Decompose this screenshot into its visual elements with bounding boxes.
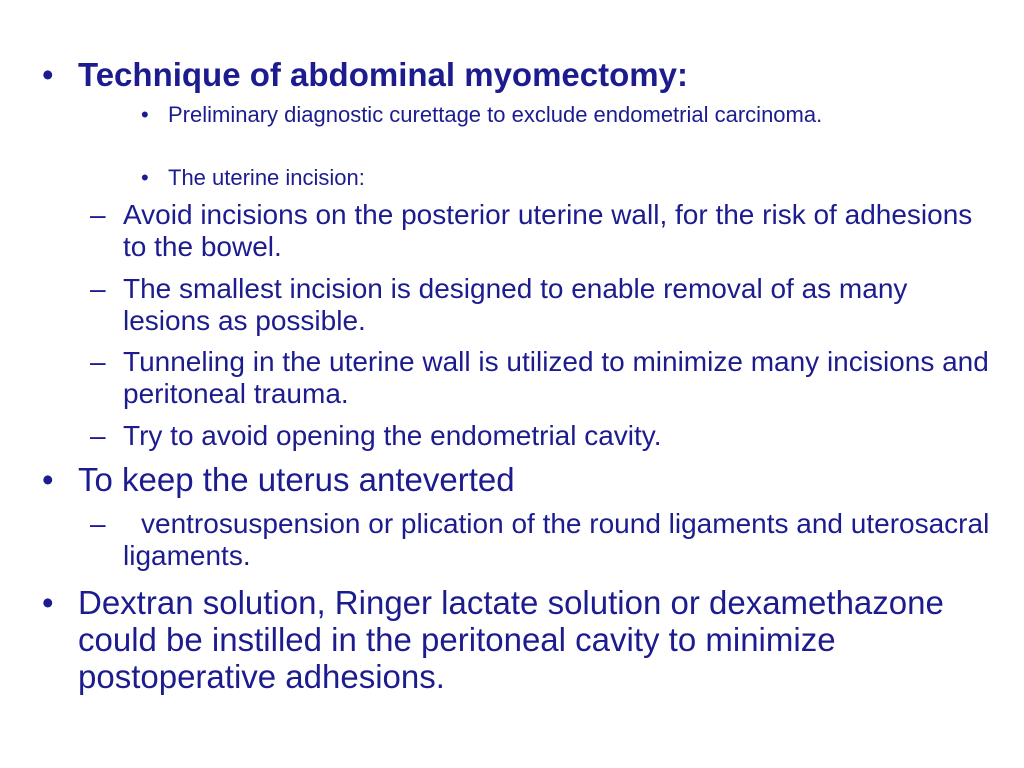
dash-marker: – [90, 508, 106, 539]
bullet-marker: • [42, 461, 54, 498]
bullet-marker: • [42, 584, 54, 621]
dash-marker: – [90, 420, 106, 451]
dash-item-ventrosuspension-text: ventrosuspension or plication of the round ligaments and uterosacral ligaments. [123, 508, 990, 571]
dash-item-endometrial-cavity-text: Try to avoid opening the endometrial cavity. [123, 420, 662, 451]
bullet-technique-text: Technique of abdominal myomectomy: [78, 56, 688, 93]
dash-item-ventrosuspension [90, 508, 990, 572]
dash-marker: – [90, 346, 106, 377]
dash-item-posterior-wall-text: Avoid incisions on the posterior uterine wall, for the risk of adhesions to the bowel. [123, 199, 973, 262]
bullet-anteverted [42, 461, 982, 498]
sub-bullet-curettage-text: Preliminary diagnostic curettage to exclude endometrial carcinoma. [168, 102, 823, 127]
dash-item-tunneling-text: Tunneling in the uterine wall is utilized to minimize many incisions and peritoneal trauma. [123, 346, 989, 409]
dash-item-smallest-incision-text: The smallest incision is designed to enable removal of as many lesions as possible. [123, 273, 908, 336]
sub-bullet-uterine-incision-text: The uterine incision: [168, 165, 365, 190]
sub-bullet-marker: • [141, 102, 149, 127]
sub-bullet-marker: • [141, 165, 149, 190]
dash-marker: – [90, 199, 106, 230]
dash-item-smallest-incision [90, 273, 990, 337]
bullet-anteverted-text: To keep the uterus anteverted [78, 461, 515, 498]
bullet-technique [42, 56, 982, 93]
bullet-adhesions [42, 584, 982, 695]
dash-item-tunneling [90, 346, 990, 410]
sub-bullet-uterine-incision [141, 165, 981, 190]
dash-item-posterior-wall [90, 199, 990, 263]
bullet-adhesions-text: Dextran solution, Ringer lactate solution or dexamethazone could be instilled in the peritoneal cavity to minimize postoperative adhesions. [78, 584, 944, 695]
dash-item-endometrial-cavity [90, 420, 990, 452]
sub-bullet-curettage [141, 102, 981, 127]
dash-marker: – [90, 273, 106, 304]
bullet-marker: • [42, 56, 54, 93]
